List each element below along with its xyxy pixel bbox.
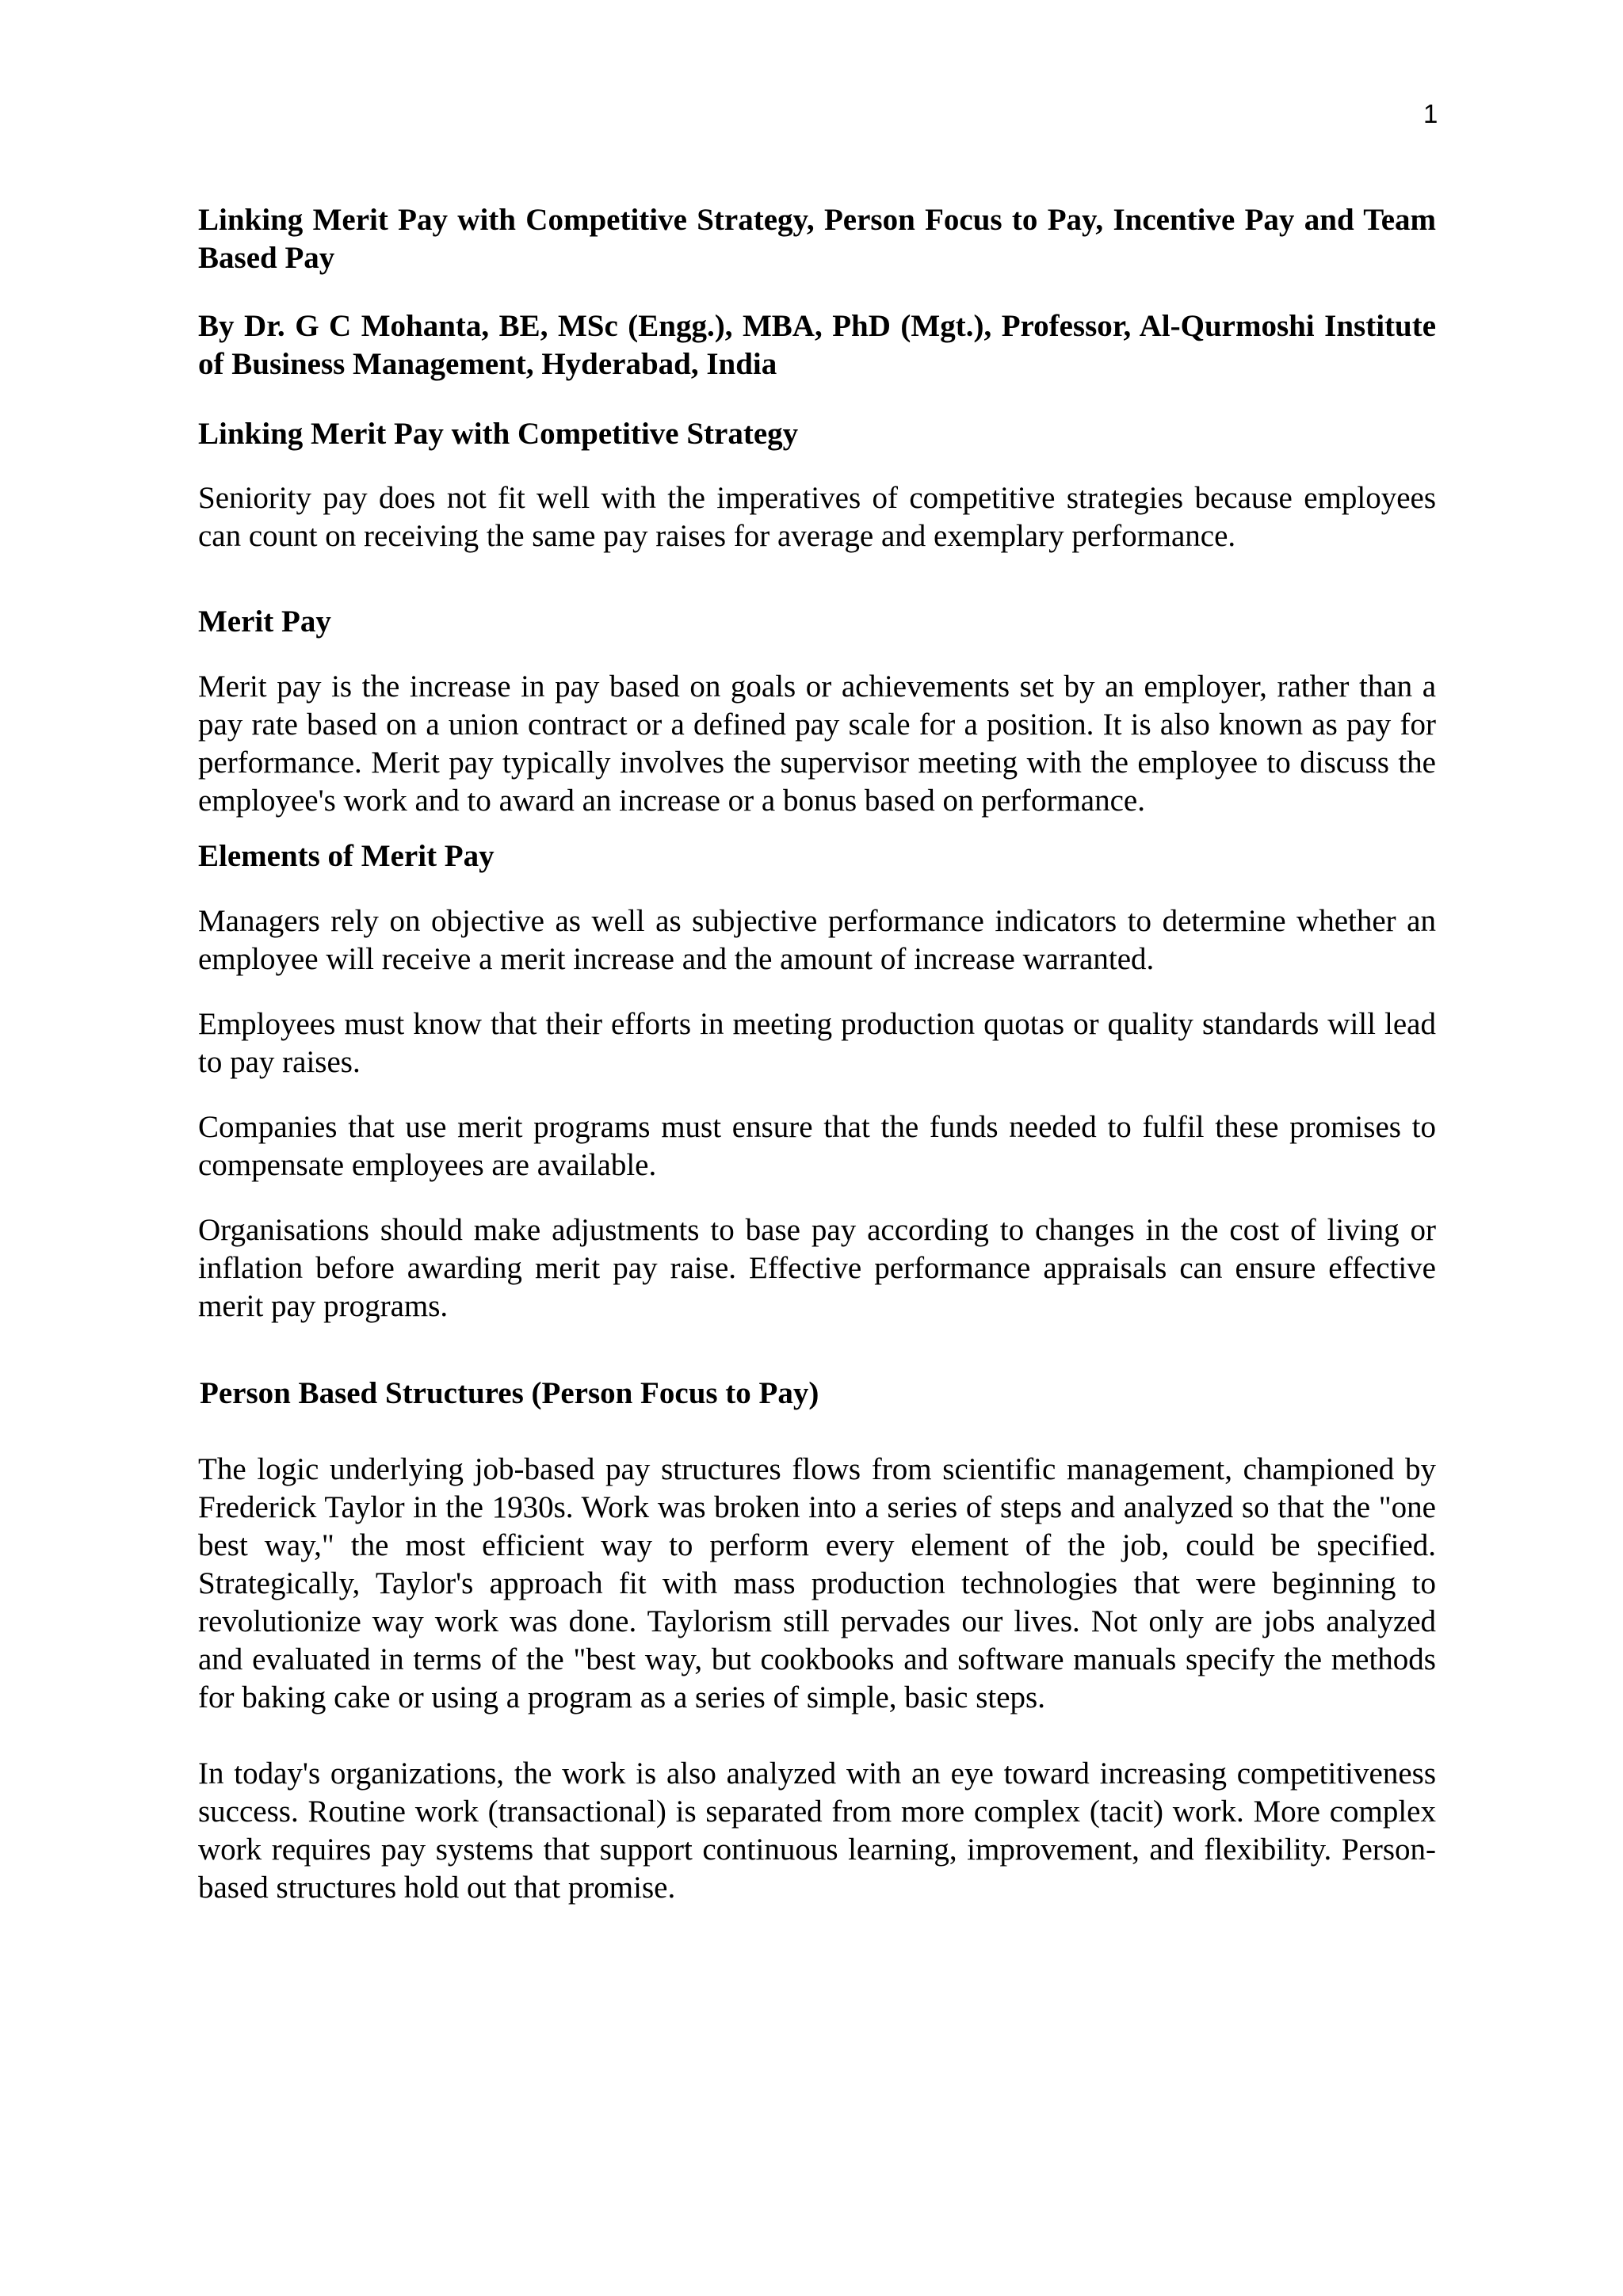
paragraph-merit-pay: Merit pay is the increase in pay based on goals or achievements set by an employer, rather than a pay rate based on a union contract or a defined pay scale for a position. It is also known as pay for performance. Merit pay typically involves the supervisor meeting with the employee to discuss the employee's work and to award an increase or a bonus based on performance.: [198, 669, 1436, 818]
author-byline: By Dr. G C Mohanta, BE, MSc (Engg.), MBA, PhD (Mgt.), Professor, Al-Qurmoshi Institute of Business Management, Hyderabad, India: [198, 309, 1436, 381]
document-body: [198, 201, 1436, 1907]
document-title: Linking Merit Pay with Competitive Strategy, Person Focus to Pay, Incentive Pay and Team Based Pay: [198, 203, 1436, 275]
paragraph-elements-2: Employees must know that their efforts in meeting production quotas or quality standards will lead to pay raises.: [198, 1007, 1436, 1079]
heading-elements-of-merit-pay: Elements of Merit Pay: [198, 839, 495, 873]
paragraph-elements-1: Managers rely on objective as well as subjective performance indicators to determine whether an employee will receive a merit increase and the amount of increase warranted.: [198, 904, 1436, 976]
paragraph-elements-4: Organisations should make adjustments to base pay according to changes in the cost of living or inflation before awarding merit pay raise. Effective performance appraisals can ensure effective merit pay programs.: [198, 1213, 1436, 1323]
page-number: 1: [1423, 99, 1438, 128]
heading-person-based-structures: Person Based Structures (Person Focus to Pay): [200, 1376, 819, 1410]
paragraph-seniority-pay: Seniority pay does not fit well with the imperatives of competitive strategies because employees can count on receiving the same pay raises for average and exemplary performance.: [198, 481, 1436, 553]
paragraph-person-based-1: The logic underlying job-based pay structures flows from scientific management, championed by Frederick Taylor in the 1930s. Work was broken into a series of steps and analyzed so that the "one best way," the most efficient way to perform every element of the job, could be specified. Strategically, Taylor's approach fit with mass production technologies that were beginning to revolutionize way work was done. Taylorism still pervades our lives. Not only are jobs analyzed and evaluated in terms of the "best way, but cookbooks and software manuals specify the methods for baking cake or using a program as a series of simple, basic steps.: [198, 1452, 1436, 1714]
paragraph-elements-3: Companies that use merit programs must ensure that the funds needed to fulfil these promises to compensate employees are available.: [198, 1110, 1436, 1182]
heading-linking-merit-pay: Linking Merit Pay with Competitive Strategy: [198, 417, 799, 451]
paragraph-person-based-2: In today's organizations, the work is also analyzed with an eye toward increasing competitiveness success. Routine work (transactional) is separated from more complex (tacit) work. More complex work requires pay systems that support continuous learning, improvement, and flexibility. Person-based structures hold out that promise.: [198, 1756, 1436, 1905]
heading-merit-pay: Merit Pay: [198, 605, 331, 639]
